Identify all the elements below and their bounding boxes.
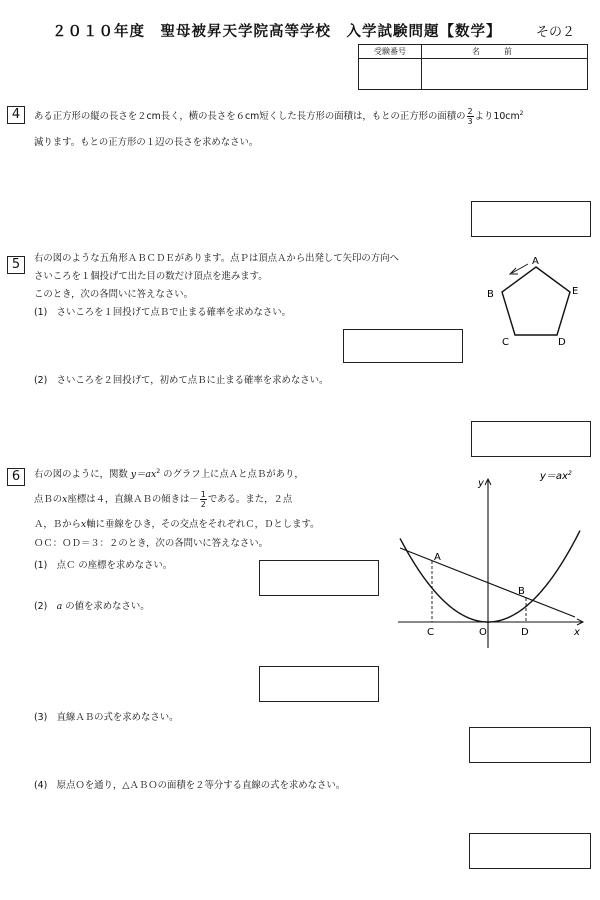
question-6-line1 — [34, 465, 304, 482]
pentagon-figure — [480, 250, 595, 350]
page-title: ２０１０年度 聖母被昇天学院高等学校 入学試験問題【数学】 — [52, 24, 502, 40]
question-5-number: 5 — [7, 256, 25, 274]
q6-4-answer-box[interactable] — [469, 833, 591, 869]
question-5-line1: 右の図のような五角形ＡＢＣＤＥがあります。点Ｐは頂点Ａから出発して矢印の方向へ — [34, 253, 399, 264]
pentagon-shape — [502, 267, 570, 335]
question-6-sub4: (4) 原点Ｏを通り，△ＡＢＯの面積を２等分する直線の式を求めなさい。 — [34, 780, 346, 791]
question-6-line2 — [34, 490, 292, 509]
pentagon-label-a: A — [532, 256, 539, 267]
q6-sub2-post: の値を求めなさい。 — [62, 601, 150, 612]
q6-3-answer-box[interactable] — [469, 727, 591, 763]
question-5-line3: このとき，次の各問いに答えなさい。 — [34, 289, 194, 300]
q6-formula: y＝ax — [130, 469, 157, 481]
question-6-line4: ＯＣ：ＯＤ＝３：２のとき，次の各問いに答えなさい。 — [34, 538, 269, 549]
q4-fraction — [467, 107, 474, 126]
q4-frac-den: 3 — [467, 117, 473, 127]
direction-arrow — [512, 264, 528, 273]
q5-2-answer-box[interactable] — [471, 421, 591, 457]
y-axis-label: y — [478, 478, 484, 489]
x-axis-label: x — [574, 627, 580, 638]
q6-line3-post: 軸に垂線をひき，その交点をそれぞれＣ，Ｄとします。 — [86, 519, 320, 530]
parabola-graph — [390, 462, 595, 652]
table-divider — [359, 58, 587, 59]
question-4-line2: 減ります。もとの正方形の１辺の長さを求めなさい。 — [34, 137, 259, 148]
point-c-label: C — [427, 627, 434, 638]
question-4-line1 — [34, 107, 523, 126]
question-4-number: 4 — [7, 106, 25, 124]
q6-line3-pre: Ａ，Ｂから — [34, 519, 81, 530]
q6-formula-sup: 2 — [156, 468, 161, 475]
q6-line1-pre: 右の図のように，関数 — [34, 469, 128, 481]
pentagon-label-d: D — [558, 337, 566, 348]
point-a-label: A — [434, 552, 441, 563]
question-6-number: 6 — [7, 468, 25, 486]
pentagon-label-c: C — [502, 337, 509, 348]
q6-sub2-pre: (2) — [34, 601, 57, 612]
q6-2-answer-box[interactable] — [259, 666, 379, 702]
q4-frac-num: 2 — [467, 107, 473, 117]
q6-line2-pre: 点Ｂの — [34, 494, 63, 505]
q4-unit-sup: 2 — [519, 110, 524, 117]
page-part-label: その２ — [536, 25, 576, 40]
pentagon-label-e: E — [572, 286, 579, 297]
q4-line1-pre: ある正方形の縦の長さを２cm長く，横の長さを６cm短くした長方形の面積は，もとの正方形の面積の — [34, 111, 466, 123]
curve-label: $y=ax^2$ — [540, 470, 572, 482]
q6-1-answer-box[interactable] — [259, 560, 379, 596]
origin-label: O — [479, 627, 487, 638]
question-5-sub1: (1) さいころを１回投げて点Ｂで止まる確率を求めなさい。 — [34, 307, 292, 318]
q6-slope-fraction — [200, 490, 207, 509]
arrow-head-icon — [510, 268, 518, 274]
q6-line2-x: x — [62, 494, 68, 505]
point-d-label: D — [521, 627, 529, 638]
q6-sub2-a: a — [56, 601, 63, 612]
q6-slope-sign: － — [189, 494, 199, 505]
q6-line3-x: x — [80, 519, 87, 530]
question-6-sub1: (1) 点Ｃ の座標を求めなさい。 — [34, 560, 173, 571]
question-5-sub2: (2) さいころを２回投げて，初めて点Ｂに止まる確率を求めなさい。 — [34, 375, 329, 386]
question-5-line2: さいころを１個投げて出た目の数だけ頂点を進みます。 — [34, 271, 268, 282]
question-6-line3 — [34, 518, 319, 532]
q6-line1-post: のグラフ上に点Ａと点Ｂがあり， — [163, 469, 304, 481]
exam-id-table — [358, 44, 588, 90]
q4-line1-post: より10cm — [474, 111, 520, 123]
q6-line2-mid: 座標は４，直線ＡＢの傾きは — [67, 494, 190, 505]
q6-slope-num: 1 — [200, 490, 206, 499]
point-b-label: B — [518, 586, 525, 597]
name-label: 名前 — [472, 47, 536, 56]
question-6-sub2 — [34, 600, 150, 614]
q6-slope-den: 2 — [200, 500, 206, 509]
q4-answer-box[interactable] — [471, 201, 591, 237]
q5-1-answer-box[interactable] — [343, 329, 463, 363]
q6-line2-post: である。また，２点 — [207, 494, 293, 505]
pentagon-label-b: B — [487, 289, 494, 300]
exam-number-label: 受験番号 — [374, 47, 406, 56]
question-6-sub3: (3) 直線ＡＢの式を求めなさい。 — [34, 712, 179, 723]
